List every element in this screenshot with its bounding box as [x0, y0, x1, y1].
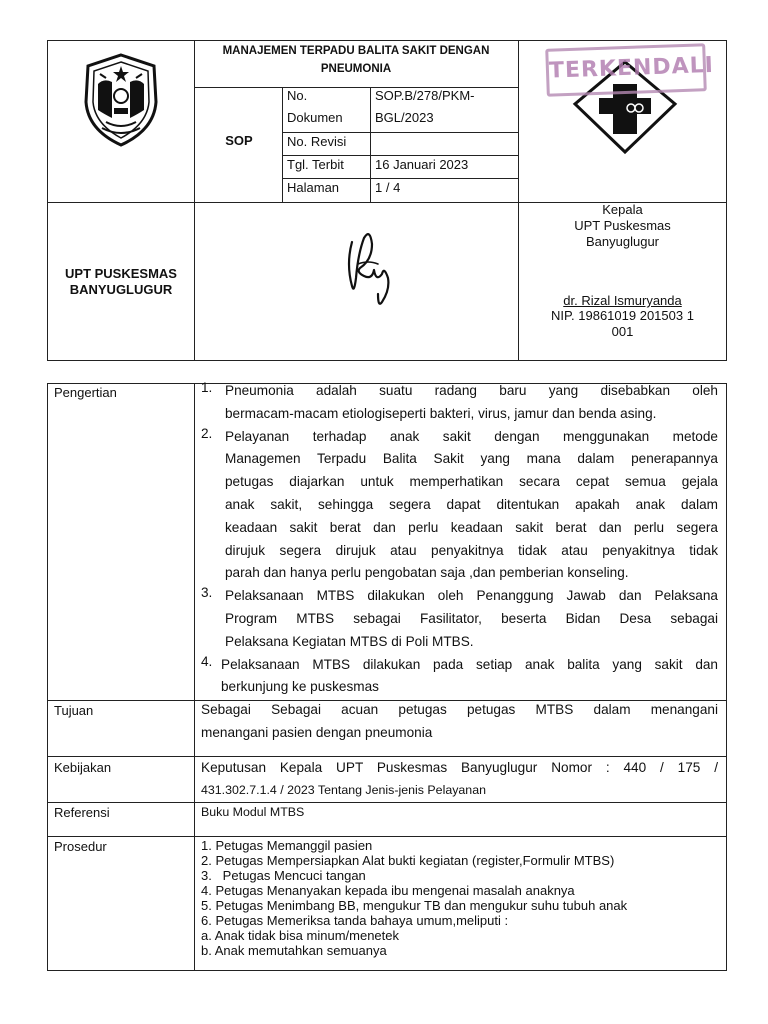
signatory-position-2: UPT Puskesmas	[574, 218, 671, 233]
terkendali-stamp: TERKENDALI	[545, 43, 707, 97]
prosedur-label: Prosedur	[54, 839, 107, 854]
prosedur-item: 1. Petugas Memanggil pasien	[201, 838, 373, 853]
signatory-position-3: Banyuglugur	[586, 234, 659, 249]
no-dokumen-value-1: SOP.B/278/PKM-	[375, 88, 475, 103]
item-line: Pelaksanaan MTBS dilakukan pada setiap anak balita yang sakit dan	[221, 656, 718, 672]
item-number: 4.	[201, 653, 213, 669]
tujuan-label: Tujuan	[54, 703, 94, 718]
signatory-nip-1: NIP. 19861019 201503 1	[551, 308, 694, 323]
signatory-position-1: Kepala	[602, 202, 643, 217]
pengertian-item	[201, 380, 718, 426]
tujuan-line-2: menangani pasien dengan pneumonia	[201, 724, 433, 740]
item-line: Program MTBS sebagai Fasilitator, beserta Bidan Desa sebagai	[225, 610, 718, 626]
item-line: parah dan hanya perlu pengobatan saja ,dan pemberian konseling.	[225, 565, 629, 581]
item-line: berkunjung ke puskesmas	[221, 679, 379, 695]
no-dokumen-label-1: No.	[287, 88, 308, 103]
prosedur-item: 2. Petugas Mempersiapkan Alat bukti kegiatan (register,Formulir MTBS)	[201, 853, 615, 868]
item-number: 3.	[201, 585, 213, 601]
item-line: keadaan sakit berat dan perlu keadaan sakit berat dan perlu segera	[225, 519, 718, 535]
item-line: Pelayanan terhadap anak sakit dengan menggunakan metode	[225, 428, 718, 444]
tgl-terbit-value: 16 Januari 2023	[375, 157, 469, 172]
kebijakan-line-2: 431.302.7.1.4 / 2023 Tentang Jenis-jenis Pelayanan	[201, 783, 486, 797]
referensi-value: Buku Modul MTBS	[201, 805, 305, 819]
document-title-line-1: MANAJEMEN TERPADU BALITA SAKIT DENGAN	[222, 45, 490, 57]
prosedur-item: 6. Petugas Memeriksa tanda bahaya umum,meliputi :	[201, 913, 509, 928]
no-revisi-label: No. Revisi	[287, 134, 347, 149]
prosedur-item: b. Anak memutahkan semuanya	[201, 943, 387, 958]
sop-label: SOP	[225, 133, 253, 148]
signature	[338, 224, 398, 316]
pengertian-item	[201, 426, 718, 586]
tujuan-text	[201, 699, 718, 745]
halaman-value: 1 / 4	[375, 180, 401, 195]
halaman-label: Halaman	[287, 180, 340, 195]
kebijakan-text	[201, 757, 718, 801]
prosedur-item: 5. Petugas Menimbang BB, mengukur TB dan mengukur suhu tubuh anak	[201, 898, 628, 913]
no-dokumen-value-2: BGL/2023	[375, 110, 434, 125]
item-line: petugas diajarkan untuk memperhatikan secara cepat semua gejala	[225, 474, 718, 490]
item-line: anak sakit, sehingga segera dapat ditentukan apakah anak dalam	[225, 496, 718, 512]
pengertian-item	[201, 654, 718, 700]
item-line: Pelaksana Kegiatan MTBS di Poli MTBS.	[225, 633, 474, 649]
regency-emblem-logo	[78, 52, 164, 148]
org-name-line-1: UPT PUSKESMAS	[65, 266, 177, 281]
pengertian-item	[201, 585, 718, 653]
org-name-line-2: BANYUGLUGUR	[69, 282, 173, 297]
prosedur-item: 3. Petugas Mencuci tangan	[201, 868, 366, 883]
prosedur-list	[201, 838, 627, 958]
document-title-line-2: PNEUMONIA	[320, 63, 392, 75]
document-title	[196, 42, 516, 78]
signatory-nip-2: 001	[611, 324, 634, 339]
item-line: Pneumonia adalah suatu radang baru yang disebabkan oleh	[225, 383, 718, 398]
pengertian-label: Pengertian	[54, 385, 117, 400]
prosedur-item: 4. Petugas Menanyakan kepada ibu mengenai masalah anaknya	[201, 883, 575, 898]
kebijakan-line-1: Keputusan Kepala UPT Puskesmas Banyuglugur Nomor : 440 / 175 /	[201, 760, 718, 775]
item-line: Pelaksanaan MTBS dilakukan oleh Penanggung Jawab dan Pelaksana	[225, 588, 718, 604]
kebijakan-label: Kebijakan	[54, 760, 112, 775]
tujuan-line-1: Sebagai Sebagai acuan petugas petugas MTBS dalam menangani	[201, 702, 718, 717]
referensi-label: Referensi	[54, 805, 110, 820]
item-number: 1.	[201, 380, 213, 395]
item-number: 2.	[201, 425, 213, 441]
item-line: dirujuk segera dirujuk atau penyakitnya tidak atau penyakitnya tidak	[225, 542, 718, 558]
signatory-name: dr. Rizal Ismuryanda	[563, 293, 682, 308]
item-line: bermacam-macam etiologiseperti bakteri, virus, jamur dan benda asing.	[225, 405, 657, 421]
tgl-terbit-label: Tgl. Terbit	[287, 157, 344, 172]
no-dokumen-label-2: Dokumen	[287, 110, 343, 125]
pengertian-list	[201, 380, 718, 699]
prosedur-item: a. Anak tidak bisa minum/menetek	[201, 928, 399, 943]
item-line: Managemen Terpadu Balita Sakit yang mana dalam penerapannya	[225, 451, 718, 467]
org-name	[48, 266, 194, 298]
